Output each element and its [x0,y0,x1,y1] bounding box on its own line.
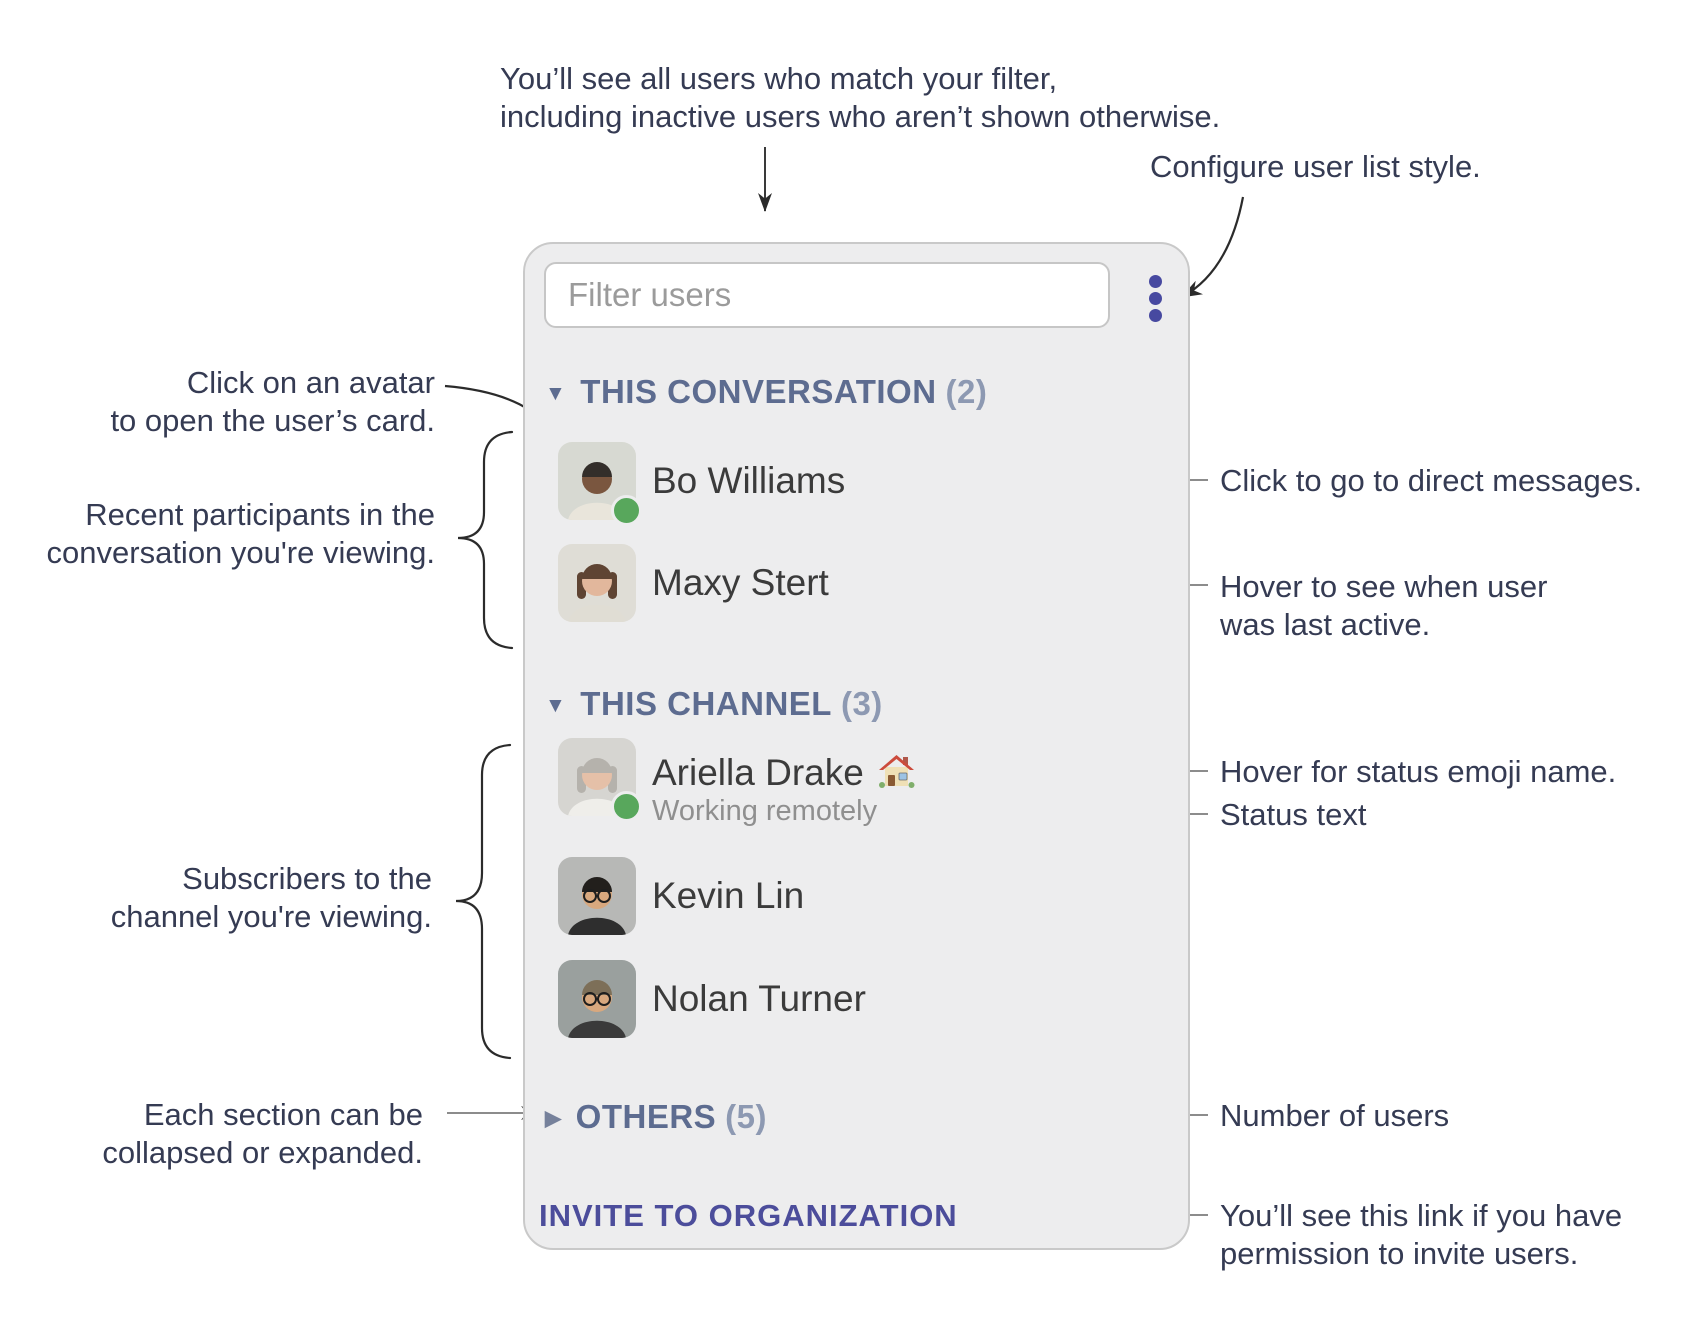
filter-users-input[interactable] [544,262,1110,328]
section-count: (3) [840,685,883,722]
user-name[interactable]: Kevin Lin [652,875,805,916]
user-row-maxy-stert[interactable] [558,544,1178,622]
section-header-this-channel[interactable] [545,684,883,724]
user-list-panel [523,242,1190,1250]
user-row-nolan-turner[interactable] [558,960,1178,1038]
section-label: OTHERS [575,1098,717,1135]
user-name[interactable]: Maxy Stert [652,562,829,603]
avatar-kevin-lin[interactable] [558,857,636,935]
section-label: THIS CONVERSATION [580,373,937,410]
user-row-kevin-lin[interactable] [558,857,1178,935]
count-note: Number of users [1220,1098,1450,1133]
invite-to-organization-link[interactable]: INVITE TO ORGANIZATION [539,1198,958,1233]
presence-dot [611,791,642,822]
avatar-nolan-turner[interactable] [558,960,636,1038]
chevron-down-icon[interactable]: ▼ [545,382,567,405]
subscribers-brace [456,745,510,1058]
chevron-down-icon[interactable]: ▼ [545,694,567,717]
user-name[interactable]: Nolan Turner [652,978,866,1019]
status-note: Status text [1220,797,1367,832]
last-active-note: Hover to see when user was last active. [1220,569,1548,642]
section-label: THIS CHANNEL [580,685,832,722]
user-row-ariella-drake[interactable] [558,738,1178,827]
avatar-bo-williams[interactable] [558,442,636,520]
avatar-maxy-stert[interactable] [558,544,636,622]
dm-note: Click to go to direct messages. [1220,463,1643,498]
invite-note: You’ll see this link if you have permission to invite users. [1220,1198,1623,1271]
user-name[interactable]: Bo Williams [652,460,846,501]
filter-note-line1: You’ll see all users who match your filter, [500,61,1058,96]
section-header-others[interactable] [545,1097,767,1137]
configure-note-arrow [1182,197,1243,297]
house-status-emoji-icon [878,753,915,797]
avatar-ariella-drake[interactable] [558,738,636,816]
presence-dot [611,495,642,526]
filter-note [500,60,1220,136]
collapse-note: Each section can be collapsed or expanded. [102,1097,423,1170]
user-list-options-kebab-icon[interactable] [1149,275,1163,322]
user-row-bo-williams[interactable] [558,442,1178,520]
section-header-this-conversation[interactable] [545,372,987,412]
chevron-right-icon[interactable]: ▶ [545,1107,562,1130]
recent-participants-note: Recent participants in the conversation you're viewing. [46,497,435,570]
subscribers-note: Subscribers to the channel you're viewing. [110,861,432,934]
user-status-text: Working remotely [652,795,878,827]
recent-participants-brace [458,432,512,648]
emoji-note: Hover for status emoji name. [1220,754,1617,789]
configure-note: Configure user list style. [1150,149,1481,184]
user-name[interactable]: Ariella Drake [652,752,864,793]
avatar-note: Click on an avatar to open the user’s card. [110,365,435,438]
section-count: (5) [725,1098,768,1135]
section-count: (2) [945,373,988,410]
filter-note-line2: including inactive users who aren’t shown otherwise. [500,99,1221,134]
